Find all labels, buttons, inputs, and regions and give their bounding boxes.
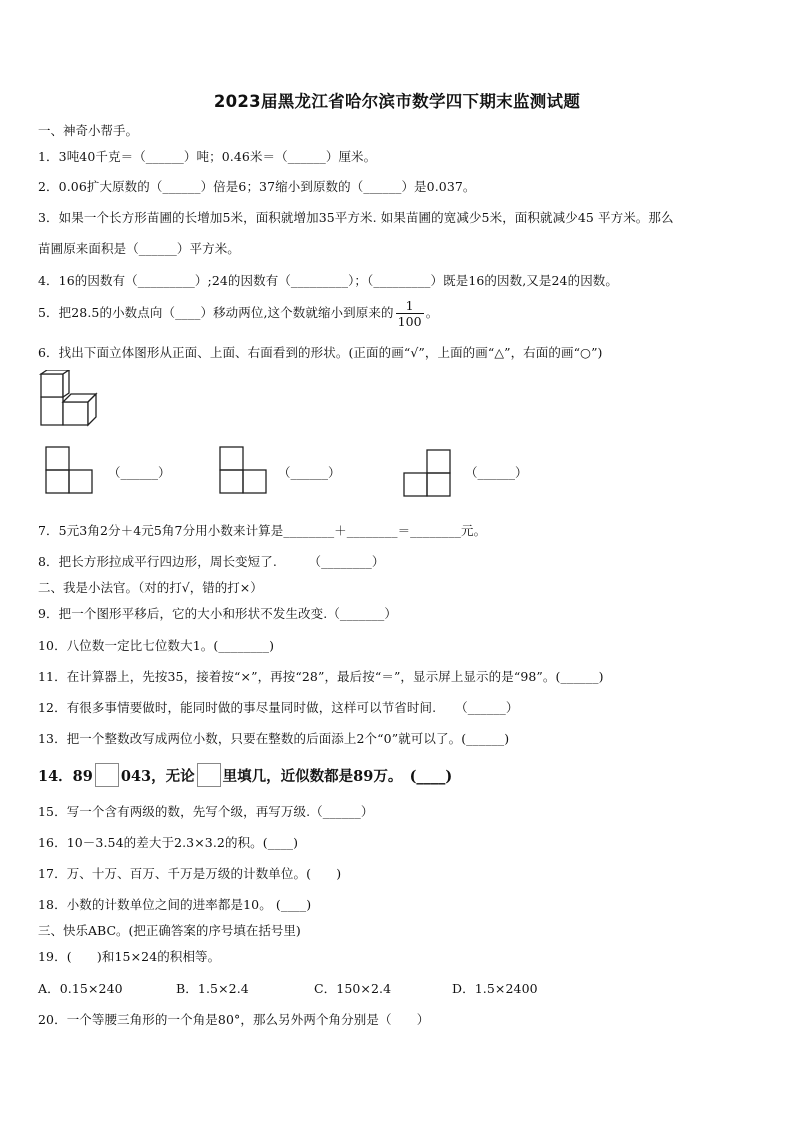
option-b: B．1.5×2.4 xyxy=(176,981,249,996)
question-14-part-c: 里填几，近似数都是89万。 (____) xyxy=(222,768,453,785)
option-c: C．150×2.4 xyxy=(314,981,392,996)
question-14 xyxy=(38,763,452,787)
question-12: 12．有很多事情要做时，能同时做的事尽量同时做，这样可以节省时间. （______） xyxy=(38,700,519,715)
question-19: 19．( )和15×24的积相等。 xyxy=(38,949,221,964)
question-16: 16．10－3.54的差大于2.3×3.2的积。(____) xyxy=(38,835,299,850)
view-answer-blank-3: （______） xyxy=(465,465,528,480)
question-3-line-1: 3．如果一个长方形苗圃的长增加5米，面积就增加35平方米. 如果苗圃的宽减少5米，面积就减少45 平方米。那么 xyxy=(38,210,674,225)
question-2: 2．0.06扩大原数的（______）倍是6；37缩小到原数的（______）是0.037。 xyxy=(38,179,476,194)
fraction-denominator: 100 xyxy=(397,314,422,329)
question-6: 6．找出下面立体图形从正面、上面、右面看到的形状。(正面的画“√”，上面的画“△”，右面的画“○”) xyxy=(38,345,603,360)
option-a: A．0.15×240 xyxy=(38,981,123,996)
question-14-part-b: 043，无论 xyxy=(120,768,195,785)
question-15: 15．写一个含有两级的数，先写个级，再写万级.（______） xyxy=(38,804,374,819)
question-9: 9．把一个图形平移后，它的大小和形状不发生改变.（_______） xyxy=(38,606,397,621)
question-10: 10．八位数一定比七位数大1。(________) xyxy=(38,638,275,653)
view-shape-2 xyxy=(219,446,267,494)
question-5-end: 。 xyxy=(425,305,439,320)
question-1: 1．3吨40千克＝（______）吨；0.46米＝（______）厘米。 xyxy=(38,149,377,164)
solid-figure-image xyxy=(38,370,102,430)
question-18: 18．小数的计数单位之间的进率都是10。 (____) xyxy=(38,897,312,912)
question-7: 7．5元3角2分＋4元5角7分用小数来计算是________＋________＝________元。 xyxy=(38,523,487,538)
section-heading-1: 一、神奇小帮手。 xyxy=(38,123,139,138)
question-5 xyxy=(38,298,438,329)
question-13: 13．把一个整数改写成两位小数，只要在整数的后面添上2个“0”就可以了。(______) xyxy=(38,731,510,746)
section-heading-2: 二、我是小法官。（对的打√，错的打×） xyxy=(38,580,263,595)
question-11: 11．在计算器上，先按35，接着按“×”，再按“28”，最后按“＝”，显示屏上显示的是“98”。(______) xyxy=(38,669,604,684)
fraction-numerator: 1 xyxy=(396,298,424,314)
fraction xyxy=(396,298,424,329)
view-shape-1 xyxy=(45,446,93,494)
page-title: 2023届黑龙江省哈尔滨市数学四下期末监测试题 xyxy=(213,92,581,111)
section-heading-3: 三、快乐ABC。(把正确答案的序号填在括号里) xyxy=(38,923,301,938)
question-20: 20．一个等腰三角形的一个角是80°，那么另外两个角分别是（ ） xyxy=(38,1012,430,1027)
option-d: D．1.5×2400 xyxy=(452,981,538,996)
question-14-part-a: 14．89 xyxy=(38,768,93,785)
blank-box-1 xyxy=(95,763,119,787)
view-answer-blank-1: （______） xyxy=(108,465,171,480)
question-4: 4．16的因数有（_________）;24的因数有（_________）；（_________）既是16的因数,又是24的因数。 xyxy=(38,273,619,288)
view-shape-3 xyxy=(403,449,451,497)
question-8: 8．把长方形拉成平行四边形，周长变短了. （________） xyxy=(38,554,385,569)
view-answer-blank-2: （______） xyxy=(278,465,341,480)
blank-box-2 xyxy=(197,763,221,787)
question-3-line-2: 苗圃原来面积是（______）平方米。 xyxy=(38,241,240,256)
question-5-text: 5．把28.5的小数点向（____）移动两位,这个数就缩小到原来的 xyxy=(38,305,394,320)
question-17: 17．万、十万、百万、千万是万级的计数单位。( ) xyxy=(38,866,342,881)
